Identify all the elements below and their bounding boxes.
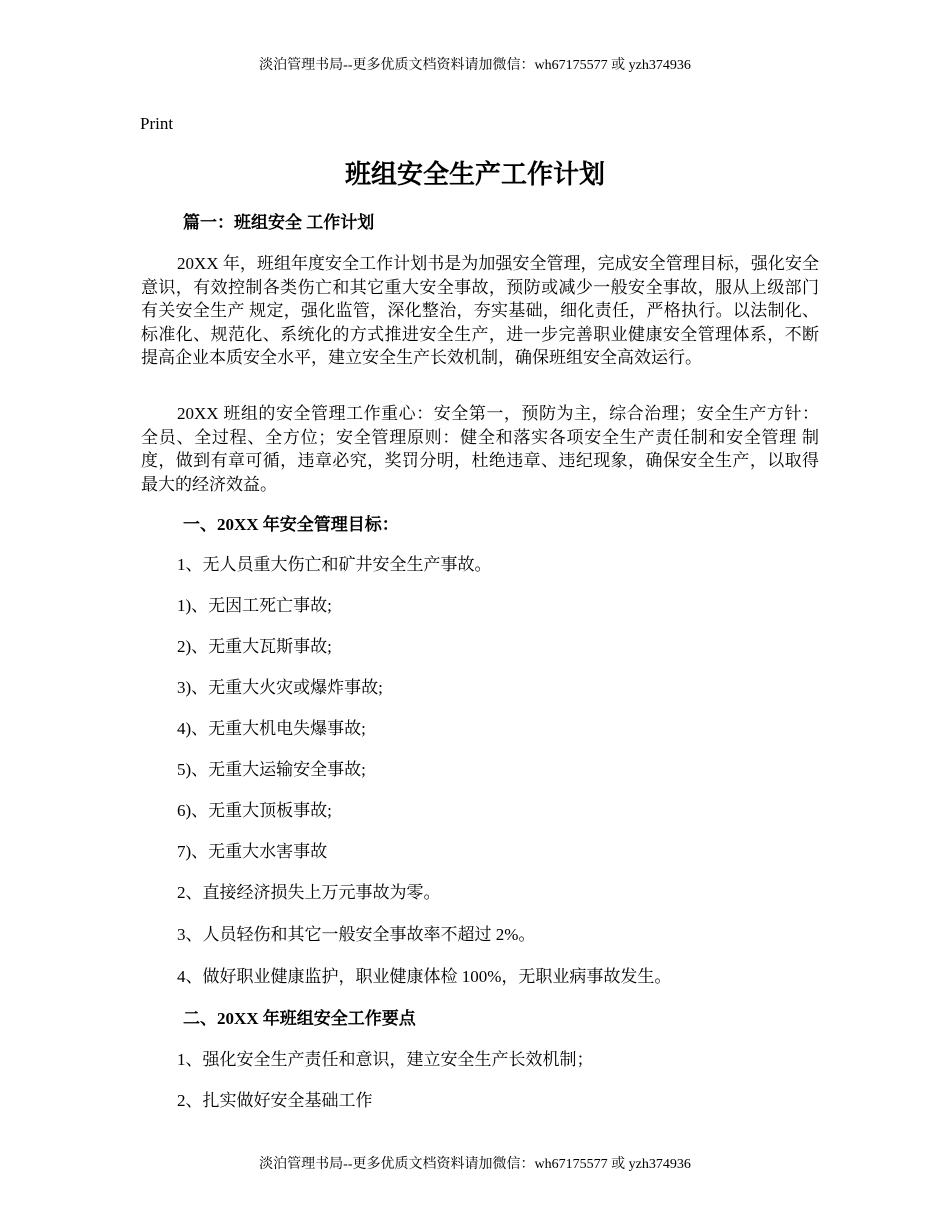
print-label: Print — [140, 114, 174, 133]
section1-item: 4)、无重大机电失爆事故; — [177, 719, 366, 738]
section2-item: 1、强化安全生产责任和意识，建立安全生产长效机制； — [177, 1050, 594, 1069]
section1-item: 2)、无重大瓦斯事故; — [177, 637, 332, 656]
section1-item: 1、无人员重大伤亡和矿井安全生产事故。 — [177, 555, 492, 574]
page-header: 淡泊管理书局--更多优质文档资料请加微信：wh67175577 或 yzh374936 — [259, 58, 691, 73]
section2-item: 2、扎实做好安全基础工作 — [177, 1091, 373, 1110]
intro-paragraph-1: 20XX 年，班组年度安全工作计划书是为加强安全管理，完成安全管理目标，强化安全意识，有效控制各类伤亡和其它重大安全事故，预防或减少一般安全事故，服从上级部门有关安全生产 规定，强化监管，深化整治，夯实基础，细化责任，严格执行。以法制化、标准化、规范化、系统化的方式推进安全生产，进一步完善职业健康安全管理体系，不断提高企业本质安全水平，建立安全生产长效机制，确保班组安全高效运行。 — [141, 254, 819, 367]
intro-paragraph-2: 20XX 班组的安全管理工作重心：安全第一，预防为主，综合治理；安全生产方针： 全员、全过程、全方位；安全管理原则：健全和落实各项安全生产责任制和安全管理 制度，做到有章可循，违章必究，奖罚分明，杜绝违章、违纪现象，确保安全生产，以取得最大的经济效益。 — [141, 404, 819, 494]
section1-item: 7)、无重大水害事故 — [177, 842, 328, 861]
part-heading: 篇一：班组安全 工作计划 — [183, 213, 375, 232]
section1-item: 2、直接经济损失上万元事故为零。 — [177, 883, 441, 902]
section1-item: 5)、无重大运输安全事故; — [177, 760, 366, 779]
document-title: 班组安全生产工作计划 — [344, 160, 605, 189]
page-footer: 淡泊管理书局--更多优质文档资料请加微信：wh67175577 或 yzh374936 — [259, 1157, 691, 1172]
section1-item: 6)、无重大顶板事故; — [177, 801, 332, 820]
section1-item: 3)、无重大火灾或爆炸事故; — [177, 678, 383, 697]
section1-heading: 一、20XX 年安全管理目标： — [183, 515, 399, 534]
section2-heading: 二、20XX 年班组安全工作要点 — [183, 1009, 416, 1028]
section1-item: 4、做好职业健康监护，职业健康体检 100%，无职业病事故发生。 — [177, 967, 672, 986]
section1-item: 3、人员轻伤和其它一般安全事故率不超过 2%。 — [177, 925, 536, 944]
section1-item: 1)、无因工死亡事故; — [177, 596, 332, 615]
